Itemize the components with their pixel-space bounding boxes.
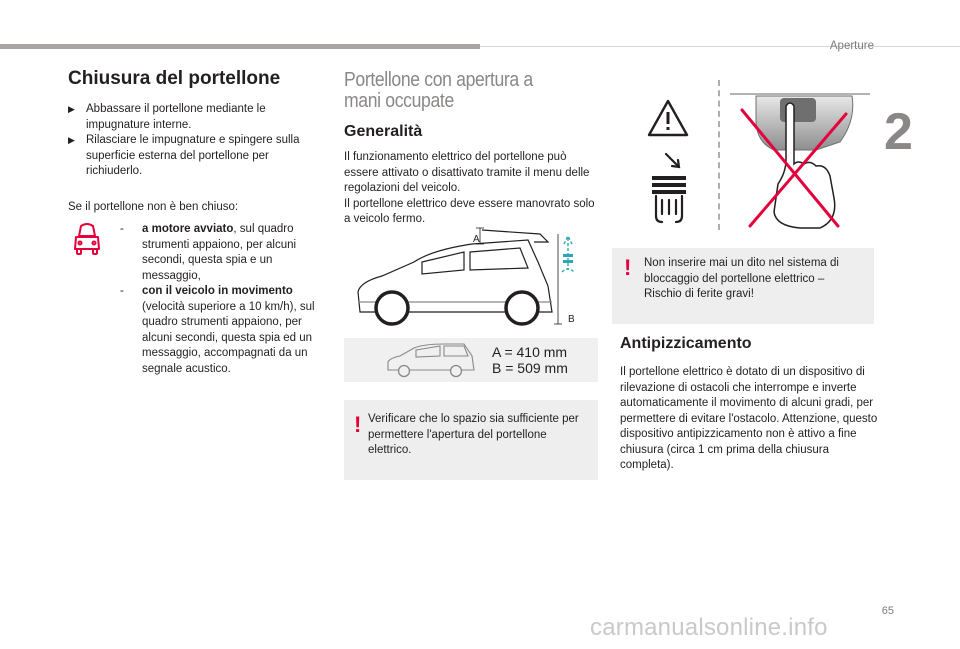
- dimensions-panel: [344, 338, 598, 382]
- list-item: - a motore avviato, sul quadro strumenti appaiono, per alcuni secondi, questa spia e un messaggio,: [120, 223, 297, 282]
- middle-column: [344, 70, 598, 228]
- finger-in-latch-prohibited-illustration: [730, 80, 870, 230]
- bullet-arrow-icon: ▶: [68, 135, 75, 145]
- chapter-number: 2: [884, 103, 913, 161]
- anti-pinch-text: Il portellone elettrico è dotato di un dispositivo di rilevazione di ostacoli che interrompe e inverte automaticamente il movimento di alcuni gradi, per permettere di evitare l'ostacolo. Attenzione, questo dispositivo antipizzicamento non è attivo a fine chiusura (circa 1 cm prima della chiusura completa).: [620, 366, 878, 471]
- car-silhouette-icon: [384, 342, 480, 378]
- dimension-b-label: B: [568, 314, 575, 325]
- finger-warning-note: ! Non inserire mai un dito nel sistema di bloccaggio del portellone elettrico – Rischio di ferite gravi!: [612, 248, 874, 324]
- door-open-warning-icon: [72, 222, 102, 258]
- list-item: ▶ Abbassare il portellone mediante le impugnature interne.: [68, 103, 266, 131]
- status-list: [120, 222, 320, 377]
- page-number: 65: [881, 605, 894, 617]
- dimension-values: [492, 344, 568, 376]
- general-text-2: Il portellone elettrico deve essere manovrato solo a veicolo fermo.: [344, 197, 595, 225]
- tailgate-clearance-diagram: [352, 226, 592, 328]
- space-note: ! Verificare che lo spazio sia sufficiente per permettere l'apertura del portellone elettrico.: [344, 400, 598, 480]
- subsection-title-anti-pinch: Antipizzicamento: [620, 335, 752, 352]
- intro-text: Se il portellone non è ben chiuso:: [68, 200, 239, 213]
- dimension-b-value: B = 509 mm: [492, 360, 568, 376]
- section-label: Aperture: [829, 40, 874, 52]
- bullet-arrow-icon: ▶: [68, 104, 75, 114]
- watermark: carmanualsonline.info: [590, 614, 828, 641]
- left-column: [68, 68, 318, 215]
- hazard-warning-icon: [646, 98, 690, 138]
- warning-exclamation-icon: !: [624, 255, 632, 280]
- subsection-title-general: Generalità: [344, 123, 423, 140]
- dimension-a-label: A: [473, 234, 480, 245]
- header-rule: [480, 46, 960, 47]
- section-title-hands-free: Portellone con apertura a mani occupate: [344, 69, 533, 112]
- list-item: - con il veicolo in movimento (velocità superiore a 10 km/h), sul quadro strumenti appaiono, per alcuni secondi, questa spia ed un messaggio, accompagnati da un segnale acustico.: [120, 285, 315, 375]
- anti-pinch-section: [620, 334, 878, 474]
- hand-press-icon: [644, 152, 694, 224]
- section-title-closing: Chiusura del portellone: [68, 68, 281, 89]
- dashed-divider: [718, 80, 720, 230]
- list-item: ▶ Rilasciare le impugnature e spingere sulla superficie esterna del portellone per richiuderlo.: [68, 134, 300, 177]
- warning-exclamation-icon: !: [354, 412, 362, 437]
- dimension-a-value: A = 410 mm: [492, 344, 568, 360]
- general-text: Il funzionamento elettrico del portellone può essere attivato o disattivato tramite il menu delle regolazioni del veicolo.: [344, 151, 590, 194]
- header-bar: [0, 44, 480, 49]
